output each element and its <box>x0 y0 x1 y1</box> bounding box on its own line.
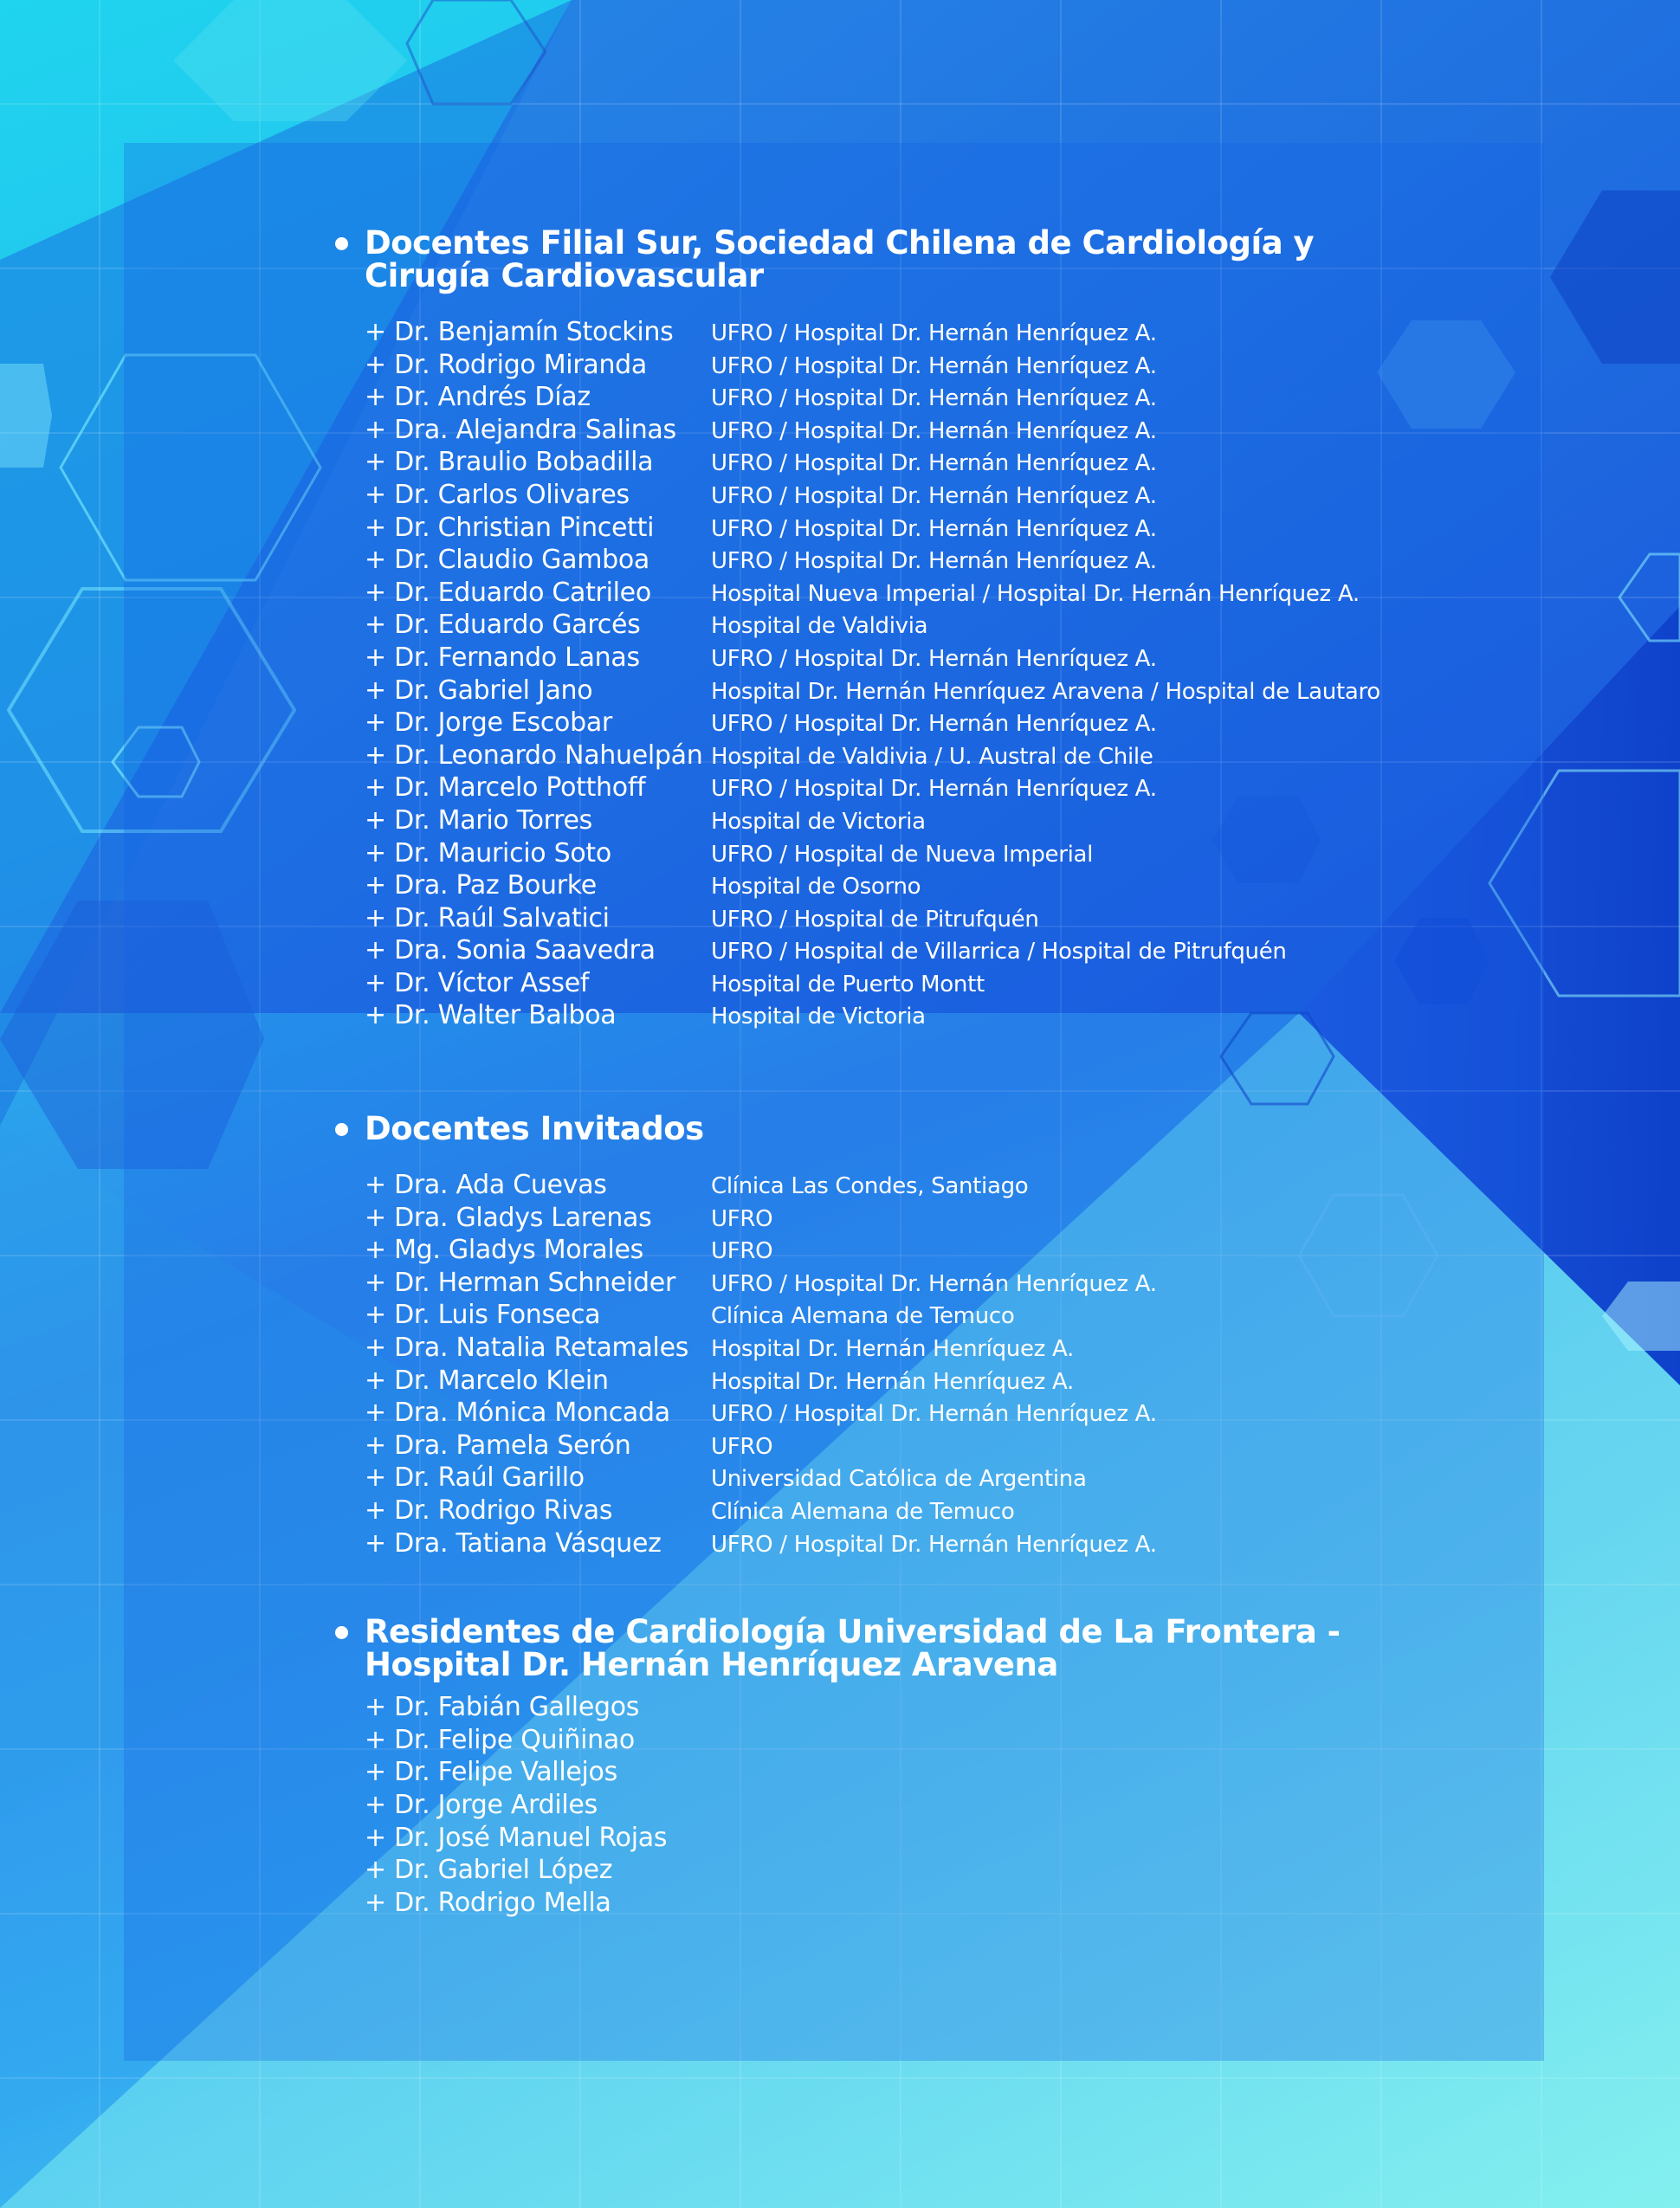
member-name: + Dr. Gabriel Jano <box>365 675 593 706</box>
member-name: + Dr. José Manuel Rojas <box>365 1822 668 1853</box>
member-affiliation: Hospital de Victoria <box>711 808 926 835</box>
list-item <box>365 642 1511 675</box>
member-name: + Dra. Pamela Serón <box>365 1430 631 1461</box>
member-affiliation: Hospital de Victoria <box>711 1004 926 1030</box>
member-name: + Dr. Leonardo Nahuelpán <box>365 739 703 771</box>
member-name: + Dr. Rodrigo Mella <box>365 1887 611 1918</box>
member-affiliation: UFRO <box>711 1433 773 1460</box>
list-item <box>365 578 1511 610</box>
list-item <box>365 1462 1511 1495</box>
member-affiliation: Universidad Católica de Argentina <box>711 1466 1087 1493</box>
section-docentes-invitados <box>333 1110 1511 1560</box>
list-item <box>365 1235 1511 1268</box>
member-name: + Dr. Fernando Lanas <box>365 642 640 673</box>
list-item <box>365 1170 1511 1203</box>
member-name: + Dr. Eduardo Garcés <box>365 610 641 641</box>
list-item <box>365 415 1511 448</box>
list-item <box>365 935 1511 968</box>
member-name: + Dr. Braulio Bobadilla <box>365 447 654 478</box>
list-item <box>365 740 1511 773</box>
member-name: + Dra. Tatiana Vásquez <box>365 1527 662 1559</box>
member-affiliation: UFRO / Hospital Dr. Hernán Henríquez A. <box>711 1270 1157 1297</box>
member-list <box>365 1170 1511 1560</box>
list-item <box>365 1725 1511 1758</box>
member-name: + Dra. Paz Bourke <box>365 870 597 901</box>
member-name: + Dr. Herman Schneider <box>365 1267 675 1298</box>
member-name: + Mg. Gladys Morales <box>365 1235 643 1266</box>
member-affiliation: UFRO / Hospital de Villarrica / Hospital de Pitrufquén <box>711 939 1287 965</box>
heading-line: Cirugía Cardiovascular <box>365 257 764 294</box>
list-item <box>365 1790 1511 1823</box>
member-name: + Dr. Felipe Quiñinao <box>365 1724 635 1755</box>
list-item <box>365 1430 1511 1463</box>
member-affiliation: Hospital de Osorno <box>711 874 921 901</box>
member-affiliation: UFRO / Hospital Dr. Hernán Henríquez A. <box>711 1401 1157 1428</box>
member-affiliation: Hospital de Valdivia / U. Austral de Chile <box>711 743 1153 770</box>
list-item <box>365 675 1511 708</box>
member-affiliation: UFRO / Hospital de Nueva Imperial <box>711 841 1094 868</box>
member-name: + Dr. Jorge Escobar <box>365 707 612 739</box>
member-affiliation: Hospital de Puerto Montt <box>711 971 985 997</box>
member-affiliation: UFRO / Hospital Dr. Hernán Henríquez A. <box>711 450 1157 477</box>
member-name: + Dr. Gabriel López <box>365 1855 613 1886</box>
list-item <box>365 545 1511 578</box>
list-item <box>365 1365 1511 1398</box>
member-affiliation: Hospital Dr. Hernán Henríquez Aravena / Hospital de Lautaro <box>711 678 1380 705</box>
member-name: + Dra. Sonia Saavedra <box>365 935 656 966</box>
list-item <box>365 513 1511 546</box>
member-name: + Dr. Felipe Vallejos <box>365 1757 617 1788</box>
list-item <box>365 1888 1511 1921</box>
member-name: + Dr. Walter Balboa <box>365 1000 617 1031</box>
member-name: + Dra. Alejandra Salinas <box>365 414 676 445</box>
member-name: + Dr. Eduardo Catrileo <box>365 577 651 608</box>
member-affiliation: UFRO <box>711 1205 773 1232</box>
list-item <box>365 772 1511 805</box>
member-list <box>365 1692 1511 1920</box>
list-item <box>365 805 1511 838</box>
list-item <box>365 1855 1511 1888</box>
list-item <box>365 968 1511 1001</box>
member-affiliation: UFRO <box>711 1238 773 1265</box>
member-name: + Dr. Mario Torres <box>365 804 593 836</box>
list-item <box>365 382 1511 415</box>
member-affiliation: UFRO / Hospital Dr. Hernán Henríquez A. <box>711 1531 1157 1558</box>
member-name: + Dra. Ada Cuevas <box>365 1170 607 1201</box>
member-name: + Dr. Andrés Díaz <box>365 382 591 413</box>
member-affiliation: UFRO / Hospital Dr. Hernán Henríquez A. <box>711 482 1157 509</box>
list-item <box>365 903 1511 936</box>
member-affiliation: Clínica Alemana de Temuco <box>711 1499 1015 1525</box>
member-name: + Dr. Carlos Olivares <box>365 479 630 510</box>
member-name: + Dr. Fabián Gallegos <box>365 1692 640 1723</box>
member-affiliation: Hospital Dr. Hernán Henríquez A. <box>711 1336 1074 1363</box>
member-affiliation: UFRO / Hospital Dr. Hernán Henríquez A. <box>711 385 1157 412</box>
list-item <box>365 447 1511 480</box>
list-item <box>365 1300 1511 1333</box>
member-name: + Dr. Christian Pincetti <box>365 512 655 543</box>
member-affiliation: Hospital Dr. Hernán Henríquez A. <box>711 1368 1074 1395</box>
list-item <box>365 1000 1511 1033</box>
list-item <box>365 838 1511 871</box>
member-affiliation: UFRO / Hospital Dr. Hernán Henríquez A. <box>711 711 1157 738</box>
faculty-list <box>333 224 1511 1920</box>
member-affiliation: UFRO / Hospital de Pitrufquén <box>711 906 1039 933</box>
member-name: + Dr. Mauricio Soto <box>365 837 611 868</box>
heading-line: Docentes Invitados <box>365 1110 704 1148</box>
list-item <box>365 707 1511 740</box>
member-name: + Dr. Víctor Assef <box>365 967 590 998</box>
member-name: + Dr. Marcelo Potthoff <box>365 772 646 804</box>
section-docentes-filial-sur <box>333 224 1511 1033</box>
member-affiliation: UFRO / Hospital Dr. Hernán Henríquez A. <box>711 320 1157 346</box>
bullet-icon <box>335 1626 348 1639</box>
list-item <box>365 1398 1511 1430</box>
member-name: + Dr. Raúl Garillo <box>365 1462 585 1494</box>
list-item <box>365 1528 1511 1561</box>
bullet-icon <box>335 237 348 250</box>
member-affiliation: UFRO / Hospital Dr. Hernán Henríquez A. <box>711 417 1157 444</box>
list-item <box>365 317 1511 350</box>
member-name: + Dr. Jorge Ardiles <box>365 1789 598 1820</box>
member-name: + Dra. Natalia Retamales <box>365 1333 689 1364</box>
member-affiliation: UFRO / Hospital Dr. Hernán Henríquez A. <box>711 548 1157 575</box>
member-affiliation: UFRO / Hospital Dr. Hernán Henríquez A. <box>711 645 1157 672</box>
list-item <box>365 1203 1511 1236</box>
member-name: + Dr. Claudio Gamboa <box>365 545 650 576</box>
member-name: + Dra. Gladys Larenas <box>365 1202 652 1233</box>
member-name: + Dr. Luis Fonseca <box>365 1300 601 1331</box>
heading-line: Residentes de Cardiología Universidad de La Frontera - <box>365 1613 1341 1651</box>
member-name: + Dr. Rodrigo Miranda <box>365 349 648 380</box>
member-affiliation: UFRO / Hospital Dr. Hernán Henríquez A. <box>711 776 1157 803</box>
list-item <box>365 350 1511 383</box>
member-name: + Dr. Raúl Salvatici <box>365 902 610 933</box>
member-affiliation: UFRO / Hospital Dr. Hernán Henríquez A. <box>711 515 1157 542</box>
member-name: + Dr. Rodrigo Rivas <box>365 1495 613 1526</box>
bullet-icon <box>335 1123 348 1136</box>
list-item <box>365 1268 1511 1301</box>
member-affiliation: Hospital de Valdivia <box>711 613 928 640</box>
section-heading <box>333 224 1511 294</box>
list-item <box>365 480 1511 513</box>
section-heading <box>333 1110 1511 1148</box>
member-name: + Dr. Marcelo Klein <box>365 1365 609 1396</box>
heading-line: Hospital Dr. Hernán Henríquez Aravena <box>365 1646 1058 1684</box>
list-item <box>365 870 1511 903</box>
list-item <box>365 1757 1511 1790</box>
section-heading <box>333 1613 1511 1684</box>
member-affiliation: Clínica Alemana de Temuco <box>711 1303 1015 1330</box>
section-residentes <box>333 1613 1511 1920</box>
member-affiliation: UFRO / Hospital Dr. Hernán Henríquez A. <box>711 352 1157 379</box>
member-affiliation: Clínica Las Condes, Santiago <box>711 1173 1029 1200</box>
list-item <box>365 1495 1511 1528</box>
list-item <box>365 1333 1511 1365</box>
list-item <box>365 1823 1511 1856</box>
list-item <box>365 1692 1511 1725</box>
list-item <box>365 610 1511 642</box>
member-name: + Dra. Mónica Moncada <box>365 1398 670 1429</box>
member-list <box>365 317 1511 1033</box>
member-name: + Dr. Benjamín Stockins <box>365 317 674 347</box>
member-affiliation: Hospital Nueva Imperial / Hospital Dr. Hernán Henríquez A. <box>711 580 1360 607</box>
heading-line: Docentes Filial Sur, Sociedad Chilena de Cardiología y <box>365 224 1315 261</box>
